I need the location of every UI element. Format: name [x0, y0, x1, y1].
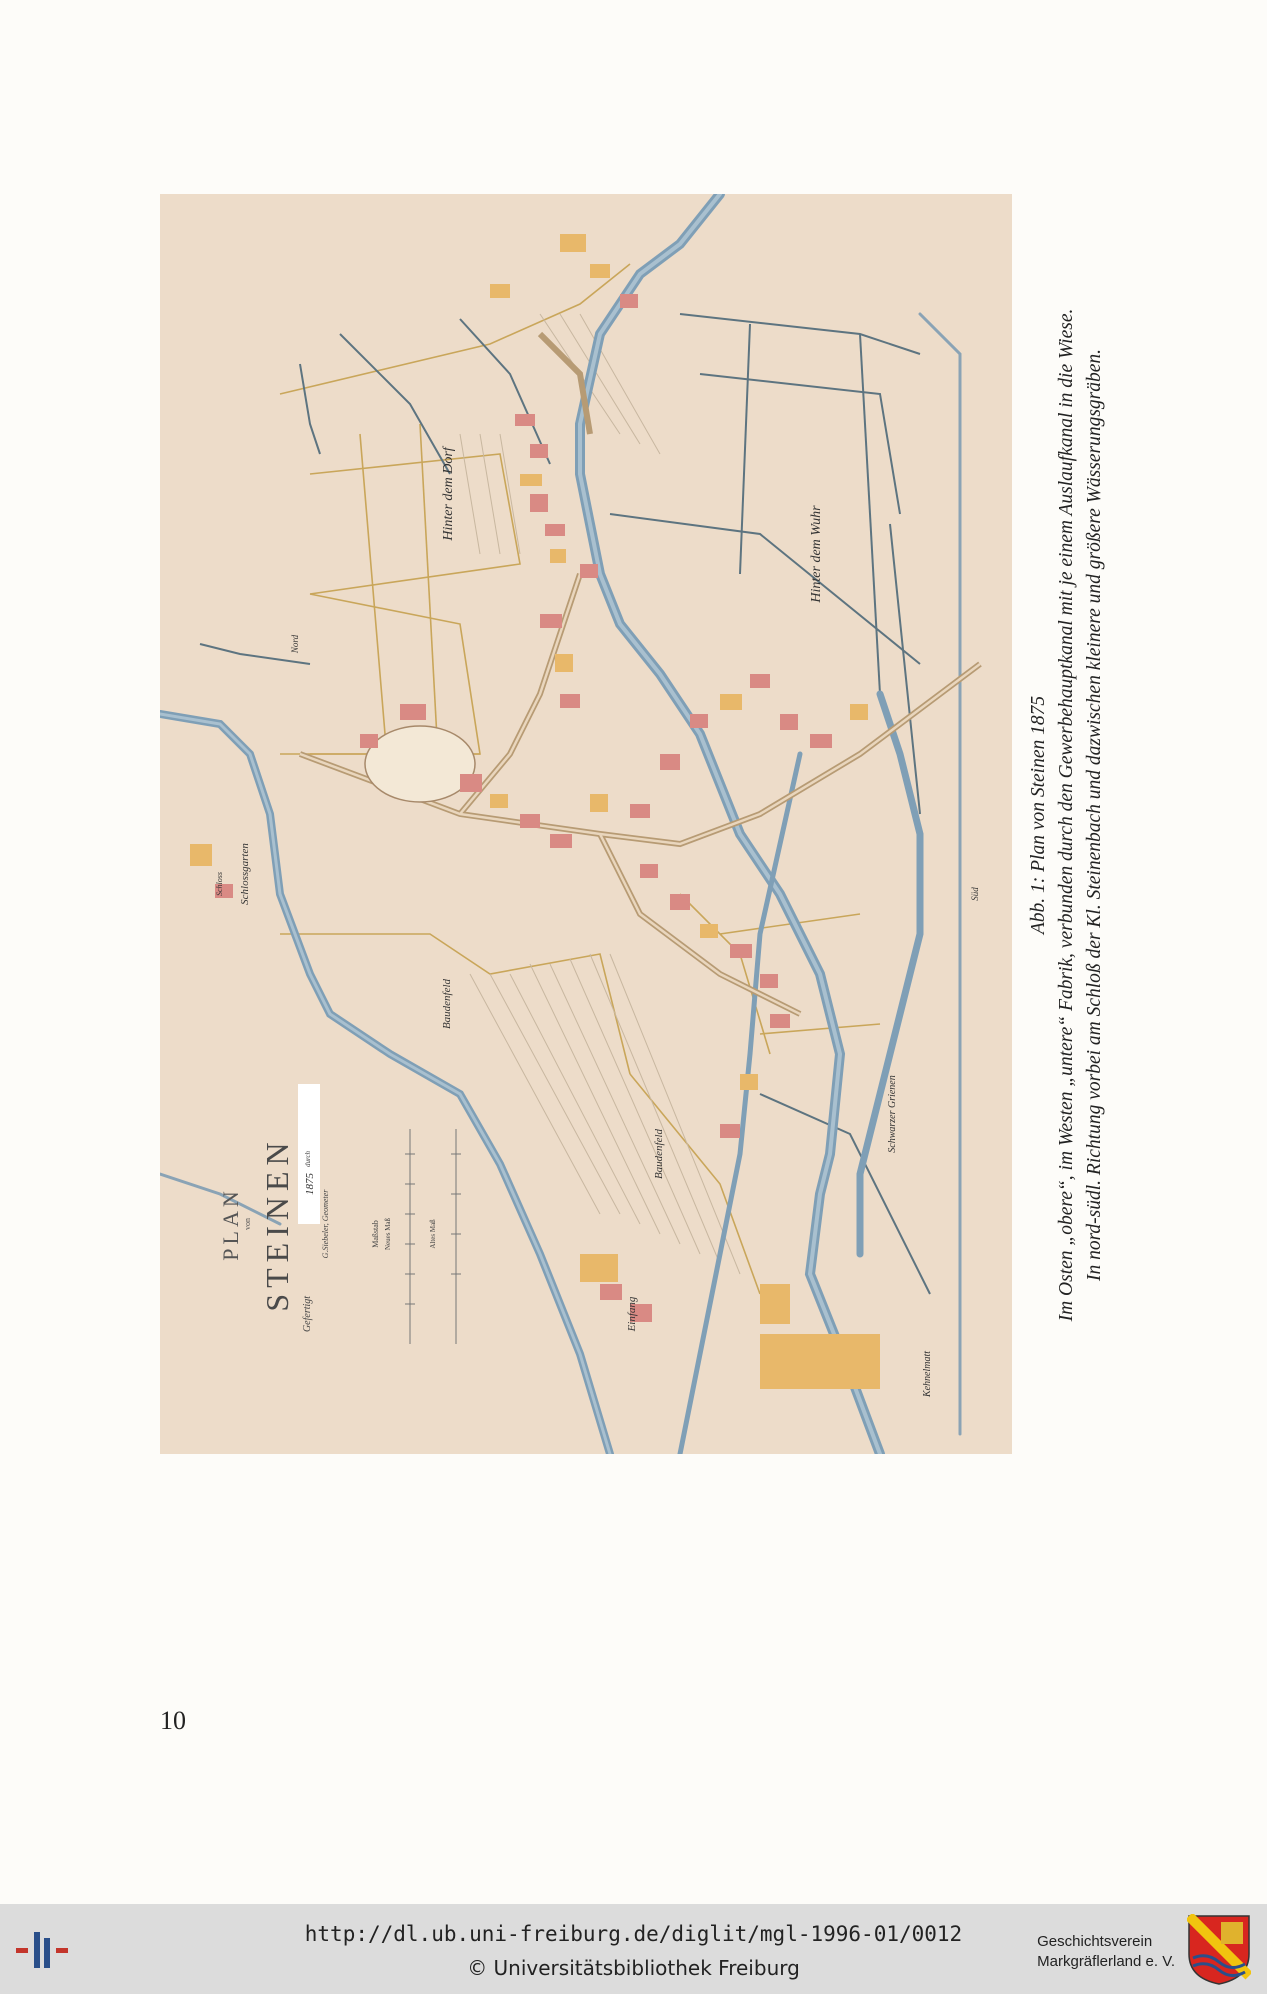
- caption-line-3: In nord-südl. Richtung vorbei am Schloß der Kl. Steinenbach und dazwischen kleinere und größere Wässerungsgräben.: [1084, 348, 1105, 1282]
- gefertigt-label: Gefertigt: [302, 1295, 313, 1333]
- label-baudenfeld-2: Baudenfeld: [653, 1128, 665, 1180]
- year: 1875: [304, 1173, 316, 1195]
- label-schloss: Schloss: [215, 872, 224, 896]
- society-crest-icon: [1187, 1914, 1251, 1986]
- copyright: © Universitätsbibliothek Freiburg: [467, 1956, 800, 1980]
- old-measure: Altes Maß: [429, 1219, 437, 1249]
- schlossgarten-patch: [365, 726, 475, 802]
- label-sud: Süd: [970, 887, 980, 901]
- label-baudenfeld-1: Baudenfeld: [441, 978, 453, 1030]
- scale-label: Maßstab: [371, 1220, 380, 1248]
- society-line-1: Geschichtsverein: [1037, 1933, 1153, 1950]
- page-number: 10: [160, 1706, 186, 1735]
- title-place: STEINEN: [259, 1136, 295, 1312]
- footer-bar: [0, 1904, 1267, 1994]
- label-nord: Nord: [290, 634, 300, 654]
- label-kehnelmatt: Kehnelmatt: [922, 1350, 933, 1398]
- society-line-2: Markgräflerland e. V.: [1037, 1953, 1175, 1970]
- map-drawing: [160, 194, 1012, 1454]
- label-einfang: Einfang: [626, 1296, 638, 1332]
- new-measure: Neues Maß: [384, 1217, 392, 1251]
- caption-title: Abb. 1: Plan von Steinen 1875: [1028, 695, 1049, 935]
- title-von: von: [243, 1218, 252, 1230]
- label-schlossgarten: Schlossgarten: [239, 843, 251, 905]
- label-hinter-dem-dorf: Hinter dem Dorf: [441, 447, 456, 541]
- figure-caption: [1025, 220, 1117, 1410]
- historic-map-plan-steinen: [160, 194, 1012, 1454]
- surveyor: G.Siebeler, Geometer: [321, 1189, 330, 1259]
- document-url[interactable]: http://dl.ub.uni-freiburg.de/diglit/mgl-1996-01/0012: [304, 1922, 963, 1946]
- label-hinter-dem-wuhr: Hinter dem Wuhr: [809, 505, 824, 603]
- society-name: [1037, 1932, 1175, 1972]
- label-schwarzer-grienen: Schwarzer Grienen: [887, 1075, 898, 1153]
- durch: durch: [304, 1150, 312, 1168]
- caption-line-2: Im Osten „obere“, im Westen „untere“ Fabrik, verbunden durch den Gewerbehauptkanal mit je einem Auslaufkanal in die Wiese.: [1056, 308, 1077, 1322]
- title-plan: PLAN: [218, 1187, 243, 1261]
